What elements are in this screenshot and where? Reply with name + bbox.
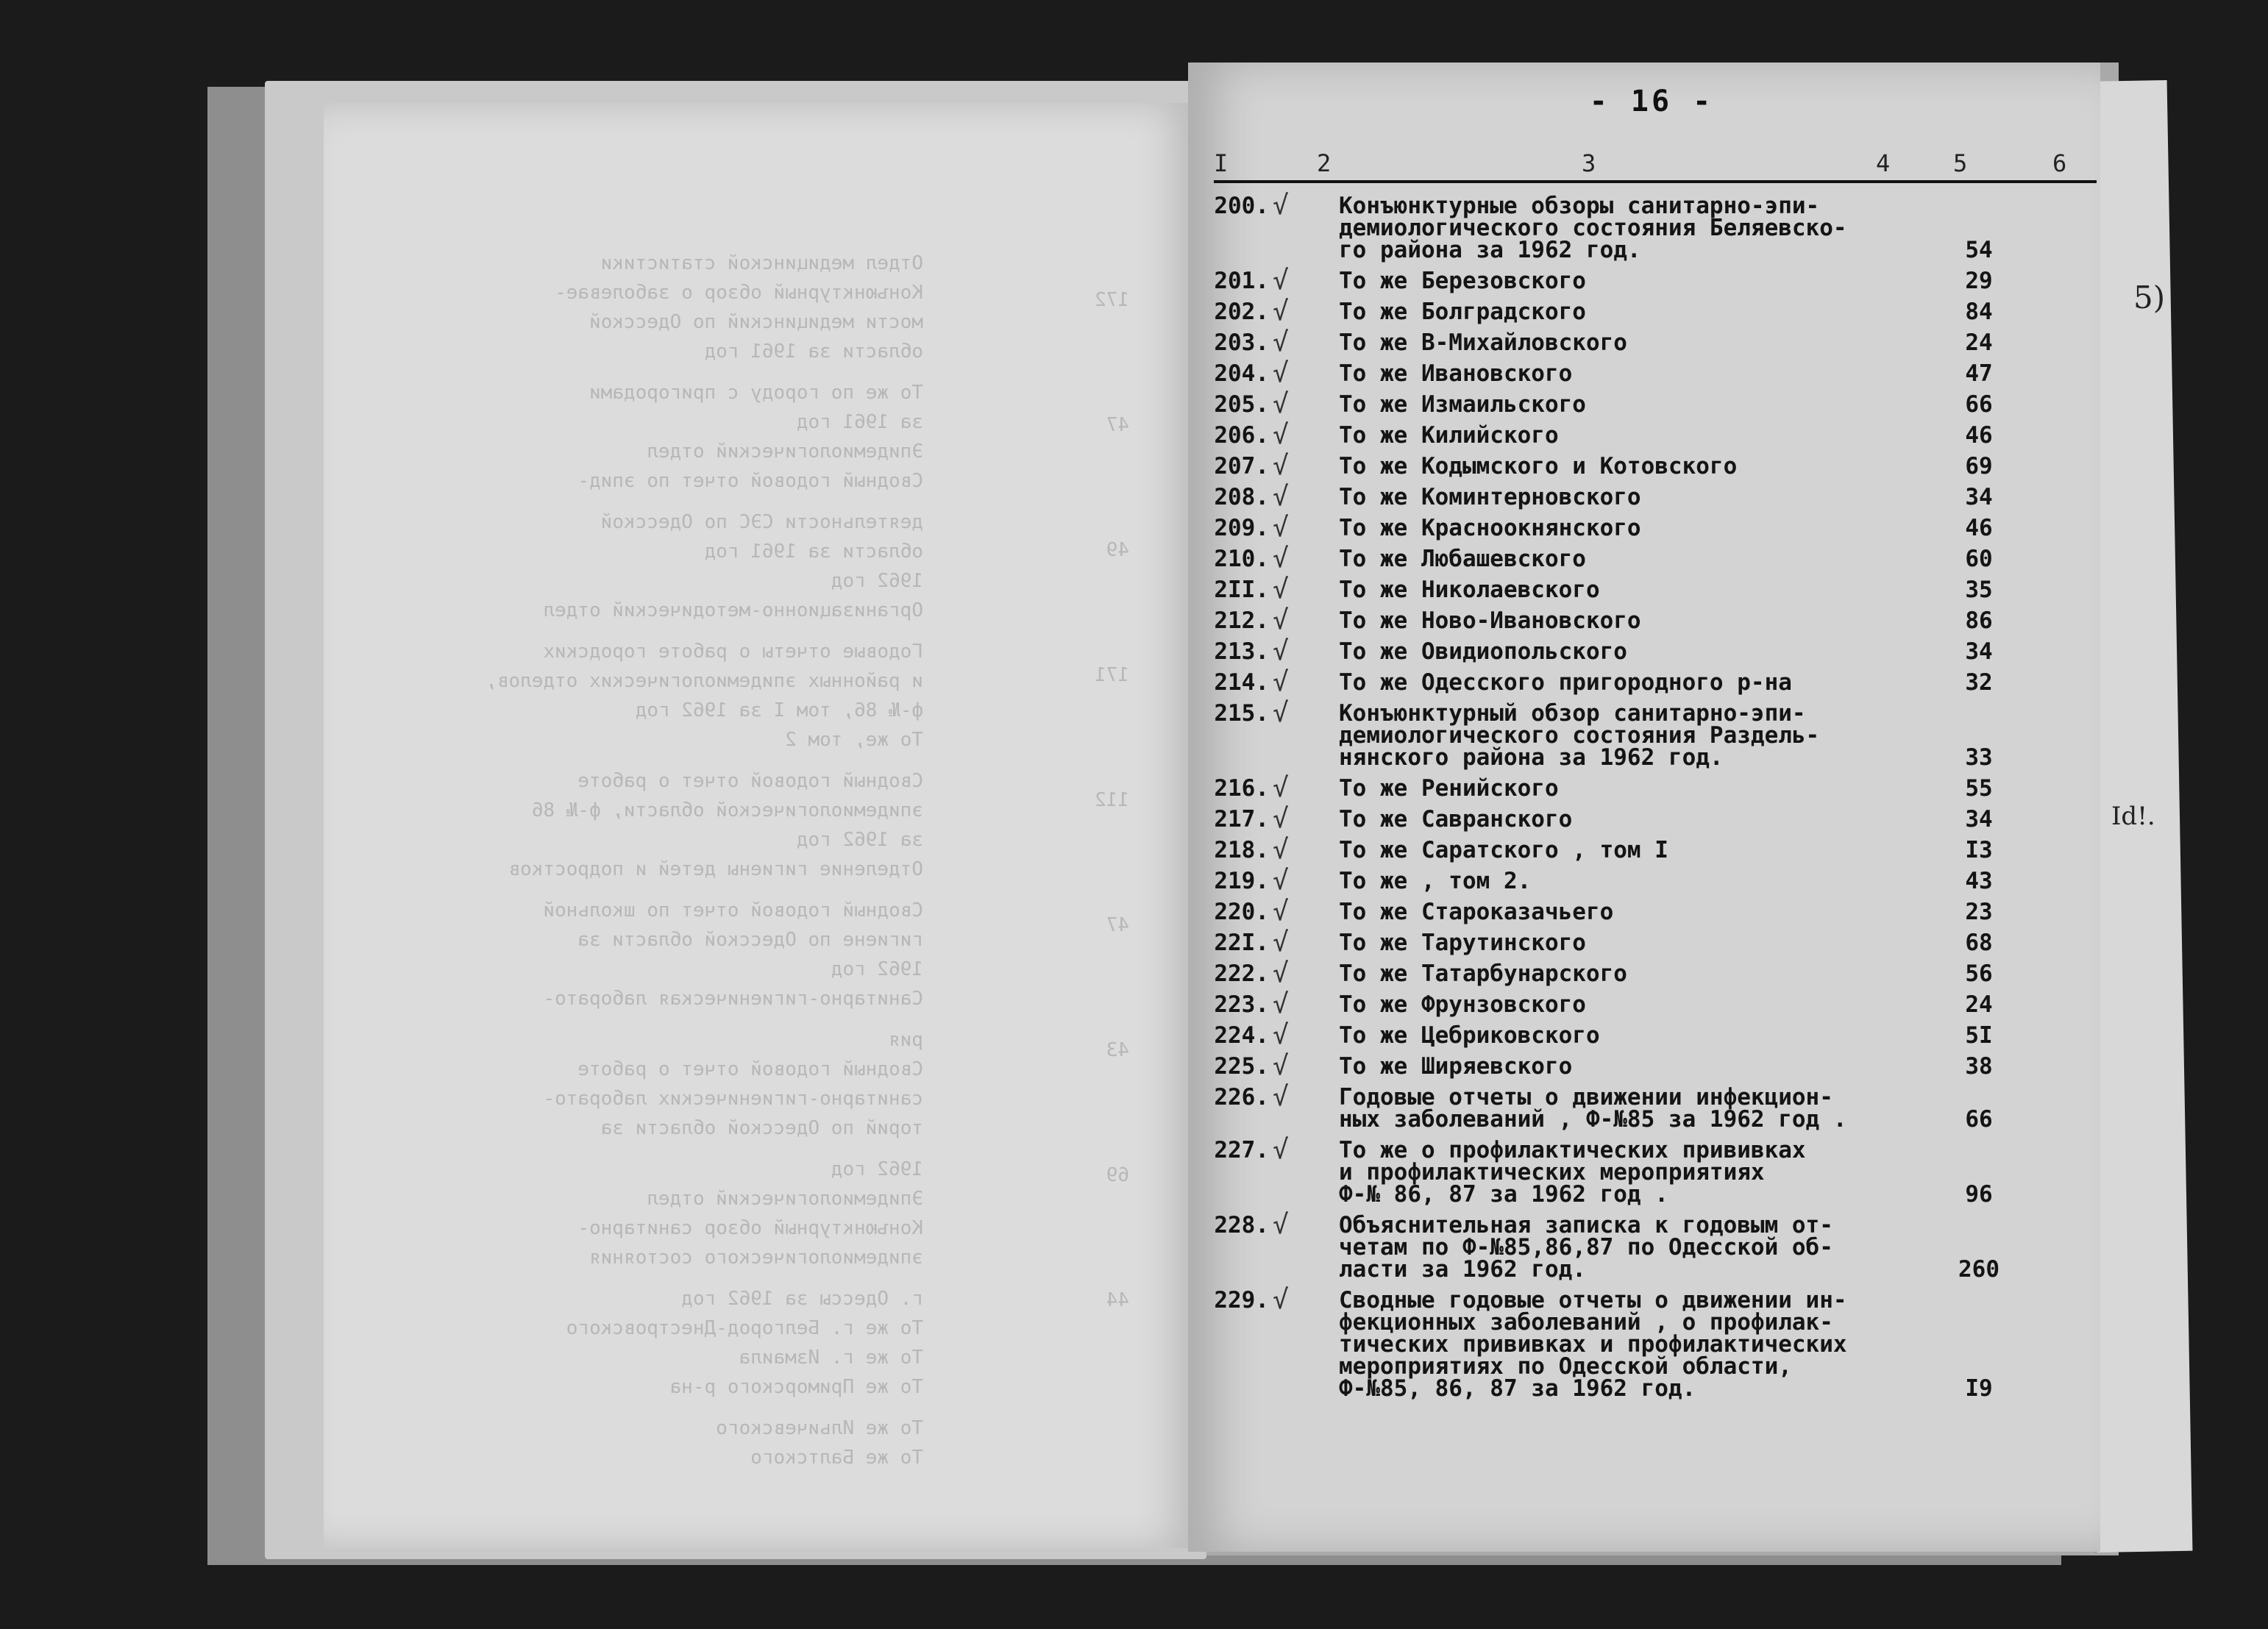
description-line: То же Кодымского и Котовского — [1339, 453, 1738, 480]
column-header: 4 — [1876, 149, 1891, 177]
entry-page-count: 84 — [1965, 299, 1993, 325]
entry-number: 200. — [1214, 193, 1269, 219]
entry-number: 228. — [1214, 1212, 1269, 1238]
check-mark-icon: √ — [1273, 543, 1289, 574]
check-mark-icon: √ — [1273, 358, 1289, 388]
entry-description — [1339, 870, 1854, 892]
entry-description — [1339, 301, 1854, 323]
description-line: То же Фрунзовского — [1339, 991, 1586, 1018]
description-line: То же Саратского , том I — [1339, 837, 1668, 863]
entry-number: 201. — [1214, 268, 1269, 294]
description-line: То же Ново-Ивановского — [1339, 607, 1641, 634]
show-through-line: и районных эпидемиологических отделов, — [486, 670, 923, 692]
check-mark-icon: √ — [1273, 636, 1289, 666]
show-through-line: Конъюнктурный обзор санитарно- — [577, 1217, 923, 1239]
show-through-line: Сводный годовой отчет по школьной — [543, 899, 923, 922]
entry-page-count: 60 — [1965, 546, 1993, 572]
description-line: То же Николаевского — [1339, 577, 1600, 603]
show-through-line: за 1962 год — [796, 829, 923, 851]
entry-page-count: 47 — [1965, 360, 1993, 387]
entry-description — [1339, 991, 1854, 1018]
show-through-line: гигиене по Одесской области за — [577, 929, 923, 951]
entry-page-count: 23 — [1965, 899, 1993, 925]
entry-number: 2II. — [1214, 577, 1269, 603]
entry-page-count: 54 — [1965, 237, 1993, 263]
entry-description — [1339, 453, 1854, 480]
description-line: Ф-№ 86, 87 за 1962 год . — [1339, 1181, 1668, 1208]
entry-page-count: 34 — [1965, 484, 1993, 510]
entry-page-count: 24 — [1965, 991, 1993, 1018]
entry-number: 205. — [1214, 391, 1269, 418]
description-line: демиологического состояния Раздель- — [1339, 722, 1820, 749]
show-through-line: эпидемиологического состояния — [589, 1247, 923, 1269]
description-line: фекционных заболеваний , о профилак- — [1339, 1309, 1833, 1336]
entry-number: 210. — [1214, 546, 1269, 572]
entry-number: 223. — [1214, 991, 1269, 1018]
entry-description — [1339, 960, 1854, 987]
description-line: го района за 1962 год. — [1339, 237, 1641, 263]
check-mark-icon: √ — [1273, 190, 1289, 221]
entry-number: 222. — [1214, 960, 1269, 987]
entry-page-count: 96 — [1965, 1181, 1993, 1208]
description-line: То же Ширяевского — [1339, 1053, 1573, 1080]
entry-page-count: 43 — [1965, 868, 1993, 894]
column-header: I — [1214, 149, 1229, 177]
entry-description — [1339, 702, 1854, 769]
check-mark-icon: √ — [1273, 451, 1289, 481]
entry-number: 206. — [1214, 422, 1269, 449]
entry-description — [1339, 1137, 1854, 1208]
check-mark-icon: √ — [1273, 296, 1289, 327]
show-through-line: То же Балтского — [750, 1447, 923, 1469]
show-through-line: Конъюнктурный обзор о заболевае- — [555, 282, 923, 304]
entry-description — [1339, 1289, 1854, 1400]
entry-page-count: 35 — [1965, 577, 1993, 603]
entry-description — [1339, 932, 1854, 954]
check-mark-icon: √ — [1273, 1135, 1289, 1165]
description-line: То же о профилактических прививках — [1339, 1137, 1806, 1163]
entry-page-count: 66 — [1965, 1106, 1993, 1133]
entry-number: 217. — [1214, 806, 1269, 833]
description-line: То же Татарбунарского — [1339, 960, 1627, 987]
column-header: 3 — [1582, 149, 1596, 177]
show-through-line: То же, том 2 — [785, 729, 923, 751]
description-line: То же Березовского — [1339, 268, 1586, 294]
entry-page-count: I9 — [1965, 1375, 1993, 1402]
show-through-line: 1962 год — [831, 570, 923, 592]
column-header: 2 — [1317, 149, 1332, 177]
show-through-line: Сводный годовой отчет по эпид- — [577, 470, 923, 492]
show-through-number: 69 — [1106, 1164, 1129, 1186]
show-through-line: ф-№ 86, том I за 1962 год — [635, 699, 923, 721]
inventory-entries — [1188, 63, 2100, 1552]
entry-number: 219. — [1214, 868, 1269, 894]
entry-description — [1339, 1084, 1854, 1133]
check-mark-icon: √ — [1273, 482, 1289, 512]
entry-number: 212. — [1214, 607, 1269, 634]
entry-page-count: 69 — [1965, 453, 1993, 480]
description-line: То же В-Михайловского — [1339, 329, 1627, 356]
show-through-line: деятельности СЭС по Одесской — [600, 511, 923, 533]
description-line: Сводные годовые отчеты о движении ин- — [1339, 1287, 1847, 1313]
entry-number: 227. — [1214, 1137, 1269, 1163]
column-header: 6 — [2052, 149, 2067, 177]
show-through-line: за 1961 год — [796, 411, 923, 433]
right-page — [1188, 63, 2100, 1552]
show-through-number: 47 — [1106, 414, 1129, 436]
entry-page-count: 38 — [1965, 1053, 1993, 1080]
description-line: То же Одесского пригородного р-на — [1339, 669, 1792, 696]
check-mark-icon: √ — [1273, 866, 1289, 896]
description-line: То же Коминтерновского — [1339, 484, 1641, 510]
page-number: - 16 - — [1589, 85, 1714, 118]
entry-number: 215. — [1214, 700, 1269, 727]
description-line: То же Савранского — [1339, 806, 1573, 833]
entry-description — [1339, 270, 1854, 292]
show-through-line: мости медицинский по Одесской — [589, 311, 923, 333]
description-line: ласти за 1962 год. — [1339, 1256, 1586, 1283]
check-mark-icon: √ — [1273, 897, 1289, 927]
show-through-line: Годовые отчеты о работе городских — [543, 641, 923, 663]
entry-number: 209. — [1214, 515, 1269, 541]
entry-description — [1339, 671, 1854, 694]
column-header: 5 — [1953, 149, 1968, 177]
entry-description — [1339, 393, 1854, 416]
entry-number: 204. — [1214, 360, 1269, 387]
show-through-line: эпидемиологической области, ф-№ 86 — [531, 799, 923, 821]
entry-page-count: 56 — [1965, 960, 1993, 987]
entry-description — [1339, 360, 1854, 387]
entry-description — [1339, 1053, 1854, 1080]
show-through-number: 43 — [1106, 1039, 1129, 1061]
entry-number: 224. — [1214, 1022, 1269, 1049]
entry-description — [1339, 901, 1854, 923]
show-through-line: То же Ильичевского — [716, 1417, 923, 1439]
check-mark-icon: √ — [1273, 1285, 1289, 1315]
check-mark-icon: √ — [1273, 327, 1289, 357]
check-mark-icon: √ — [1273, 804, 1289, 834]
description-line: То же Килийского — [1339, 422, 1559, 449]
show-through-line: То же г. Измаила — [739, 1347, 923, 1369]
entry-description — [1339, 806, 1854, 833]
description-line: демиологического состояния Беляевско- — [1339, 215, 1847, 241]
entry-number: 225. — [1214, 1053, 1269, 1080]
entry-number: 218. — [1214, 837, 1269, 863]
entry-description — [1339, 638, 1854, 665]
entry-description — [1339, 329, 1854, 356]
entry-description — [1339, 775, 1854, 802]
show-through-line: То же г. Белгород-Днестровского — [566, 1317, 923, 1339]
show-through-line: Эпидемиологический отдел — [647, 441, 923, 463]
description-line: То же Болградского — [1339, 299, 1586, 325]
entry-page-count: 46 — [1965, 515, 1993, 541]
entry-number: 208. — [1214, 484, 1269, 510]
entry-page-count: 46 — [1965, 422, 1993, 449]
entry-description — [1339, 1212, 1854, 1283]
show-through-line: Санитарно-гигиеническая лаборато- — [543, 988, 923, 1010]
entry-number: 207. — [1214, 453, 1269, 480]
show-through-line: области за 1961 год — [704, 541, 923, 563]
entry-page-count: 66 — [1965, 391, 1993, 418]
check-mark-icon: √ — [1273, 1051, 1289, 1081]
description-line: тических прививках и профилактических — [1339, 1331, 1847, 1358]
show-through-text — [324, 103, 1195, 1548]
show-through-number: 47 — [1106, 914, 1129, 936]
show-through-line: Отдел медицинской статистики — [600, 252, 923, 274]
entry-number: 203. — [1214, 329, 1269, 356]
entry-description — [1339, 548, 1854, 570]
entry-page-count: 34 — [1965, 638, 1993, 665]
show-through-line: санитарно-гигиенических лаборато- — [543, 1088, 923, 1110]
entry-page-count: 260 — [1958, 1256, 1999, 1283]
show-through-line: Эпидемиологический отдел — [647, 1188, 923, 1210]
check-mark-icon: √ — [1273, 989, 1289, 1019]
entry-page-count: 24 — [1965, 329, 1993, 356]
show-through-number: 44 — [1106, 1289, 1129, 1311]
entry-description — [1339, 607, 1854, 634]
show-through-line: Отделение гигиены детей и подростков — [508, 858, 923, 880]
show-through-line: Организационно-методический отдел — [543, 599, 923, 621]
show-through-line: То же Приморского р-на — [669, 1376, 923, 1398]
entry-number: 226. — [1214, 1084, 1269, 1111]
show-through-line: 1962 год — [831, 1158, 923, 1180]
description-line: Конъюнктурный обзор санитарно-эпи- — [1339, 700, 1806, 727]
show-through-line: Сводный годовой отчет о работе — [577, 1058, 923, 1080]
entry-description — [1339, 422, 1854, 449]
check-mark-icon: √ — [1273, 835, 1289, 865]
entry-number: 202. — [1214, 299, 1269, 325]
show-through-line: торий по Одесской области за — [600, 1117, 923, 1139]
description-line: Годовые отчеты о движении инфекцион- — [1339, 1084, 1833, 1111]
check-mark-icon: √ — [1273, 265, 1289, 296]
check-mark-icon: √ — [1273, 1210, 1289, 1240]
left-page — [324, 103, 1195, 1548]
check-mark-icon: √ — [1273, 420, 1289, 450]
entry-description — [1339, 579, 1854, 601]
entry-description — [1339, 1024, 1854, 1047]
show-through-number: 49 — [1106, 539, 1129, 561]
check-mark-icon: √ — [1273, 927, 1289, 958]
entry-number: 213. — [1214, 638, 1269, 665]
entry-number: 214. — [1214, 669, 1269, 696]
description-line: нянского района за 1962 год. — [1339, 744, 1724, 771]
check-mark-icon: √ — [1273, 513, 1289, 543]
entry-description — [1339, 517, 1854, 539]
entry-page-count: 29 — [1965, 268, 1993, 294]
show-through-line: 1962 год — [831, 958, 923, 980]
show-through-line: Сводный годовой отчет о работе — [577, 770, 923, 792]
description-line: Конъюнктурные обзоры санитарно-эпи- — [1339, 193, 1820, 219]
entry-page-count: 68 — [1965, 930, 1993, 956]
description-line: То же Овидиопольского — [1339, 638, 1627, 665]
check-mark-icon: √ — [1273, 389, 1289, 419]
description-line: То же Ивановского — [1339, 360, 1573, 387]
description-line: и профилактических мероприятиях — [1339, 1159, 1765, 1186]
entry-number: 220. — [1214, 899, 1269, 925]
show-through-line: области за 1961 год — [704, 341, 923, 363]
show-through-line: г. Одессы за 1962 год — [681, 1288, 923, 1310]
show-through-number: 112 — [1095, 789, 1129, 811]
description-line: мероприятиях по Одесской области, — [1339, 1353, 1792, 1380]
description-line: То же Ренийского — [1339, 775, 1559, 802]
check-mark-icon: √ — [1273, 698, 1289, 728]
entry-description — [1339, 839, 1854, 861]
show-through-line: рия — [889, 1029, 923, 1051]
show-through-number: 171 — [1095, 664, 1129, 686]
description-line: четам по Ф-№85,86,87 по Одесской об- — [1339, 1234, 1833, 1261]
entry-description — [1339, 195, 1854, 261]
check-mark-icon: √ — [1273, 605, 1289, 635]
check-mark-icon: √ — [1273, 667, 1289, 697]
show-through-number: 172 — [1095, 289, 1129, 311]
description-line: Объяснительная записка к годовым от- — [1339, 1212, 1833, 1238]
entry-page-count: 55 — [1965, 775, 1993, 802]
entry-page-count: 86 — [1965, 607, 1993, 634]
check-mark-icon: √ — [1273, 1020, 1289, 1050]
description-line: То же Цебриковского — [1339, 1022, 1600, 1049]
check-mark-icon: √ — [1273, 773, 1289, 803]
edge-mark: 5) — [2133, 279, 2166, 316]
entry-page-count: I3 — [1965, 837, 1993, 863]
check-mark-icon: √ — [1273, 958, 1289, 988]
entry-number: 216. — [1214, 775, 1269, 802]
description-line: То же Красноокнянского — [1339, 515, 1641, 541]
description-line: То же Тарутинского — [1339, 930, 1586, 956]
entry-page-count: 32 — [1965, 669, 1993, 696]
entry-number: 229. — [1214, 1287, 1269, 1313]
entry-description — [1339, 486, 1854, 508]
description-line: ных заболеваний , Ф-№85 за 1962 год . — [1339, 1106, 1847, 1133]
description-line: То же Староказачьего — [1339, 899, 1614, 925]
description-line: Ф-№85, 86, 87 за 1962 год. — [1339, 1375, 1696, 1402]
entry-number: 22I. — [1214, 930, 1269, 956]
entry-page-count: 5I — [1965, 1022, 1993, 1049]
entry-page-count: 34 — [1965, 806, 1993, 833]
show-through-line: То же по городу с пригородами — [589, 382, 923, 404]
description-line: То же Любашевского — [1339, 546, 1586, 572]
entry-page-count: 33 — [1965, 744, 1993, 771]
check-mark-icon: √ — [1273, 574, 1289, 605]
edge-mark: Id!. — [2111, 802, 2155, 831]
description-line: То же , том 2. — [1339, 868, 1532, 894]
check-mark-icon: √ — [1273, 1082, 1289, 1112]
description-line: То же Измаильского — [1339, 391, 1586, 418]
